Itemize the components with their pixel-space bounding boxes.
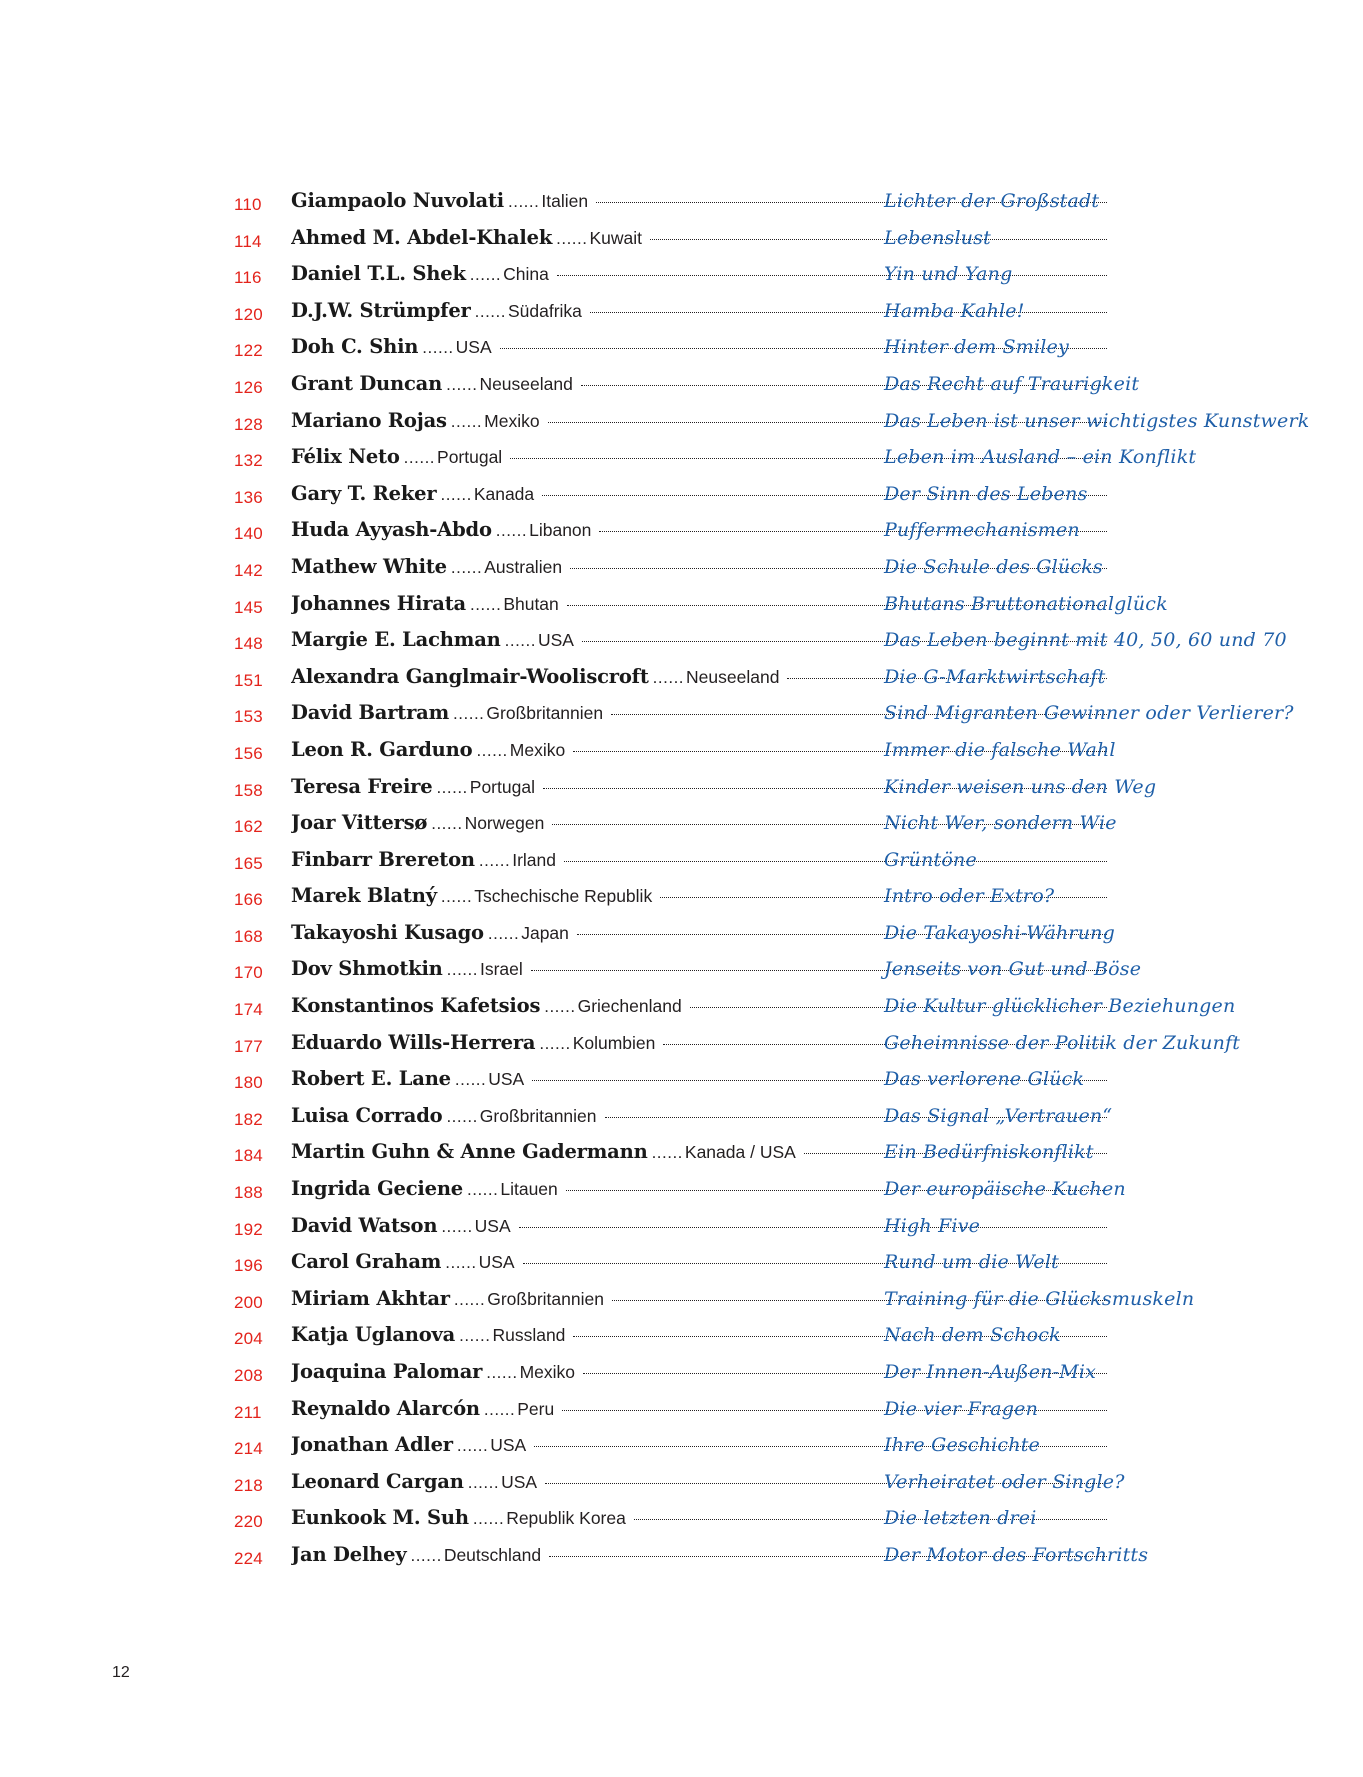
chapter-title: Das Recht auf Traurigkeit bbox=[884, 372, 1140, 395]
chapter-title: Der europäische Kuchen bbox=[884, 1178, 1126, 1201]
toc-page-number: 214 bbox=[234, 1439, 263, 1459]
chapter-title: Die G-Marktwirtschaft bbox=[884, 665, 1106, 688]
chapter-title: Das Leben beginnt mit 40, 50, 60 und 70 bbox=[884, 629, 1287, 652]
dot-separator: ...... bbox=[504, 631, 536, 651]
chapter-title: Lebenslust bbox=[884, 226, 991, 249]
toc-page-number: 126 bbox=[234, 377, 263, 397]
toc-page-number: 140 bbox=[234, 524, 263, 544]
author-name: Daniel T.L. Shek bbox=[291, 262, 466, 286]
toc-row bbox=[234, 1506, 1274, 1543]
author-country: Kanada bbox=[473, 483, 535, 504]
author-name: Luisa Corrado bbox=[291, 1103, 443, 1127]
chapter-title: Training für die Glücksmuskeln bbox=[884, 1287, 1195, 1310]
author-name: Leonard Cargan bbox=[291, 1469, 464, 1493]
toc-author-line bbox=[291, 848, 1111, 871]
toc-row bbox=[234, 1031, 1274, 1068]
toc-row bbox=[234, 738, 1274, 775]
author-country: Italien bbox=[541, 191, 589, 211]
dot-separator: ...... bbox=[446, 1106, 478, 1126]
toc-row bbox=[234, 372, 1274, 409]
toc-page-number: 170 bbox=[234, 963, 263, 983]
author-country: Litauen bbox=[500, 1179, 558, 1200]
chapter-title: Leben im Ausland – ein Konflikt bbox=[884, 446, 1197, 469]
dot-separator: ...... bbox=[495, 521, 528, 541]
dot-separator: ...... bbox=[454, 1070, 487, 1090]
toc-page-number: 211 bbox=[234, 1402, 262, 1422]
chapter-title: Geheimnisse der Politik der Zukunft bbox=[884, 1031, 1241, 1054]
author-name: David Watson bbox=[291, 1213, 438, 1237]
dot-separator: ...... bbox=[446, 960, 478, 980]
toc-row bbox=[234, 592, 1274, 629]
author-country: Libanon bbox=[529, 520, 592, 541]
toc-row bbox=[234, 518, 1274, 555]
author-name: Marek Blatný bbox=[291, 884, 437, 908]
author-country: Russland bbox=[492, 1325, 566, 1346]
toc-row bbox=[234, 262, 1274, 299]
author-country: Griechenland bbox=[577, 996, 682, 1017]
toc-page-number: 208 bbox=[234, 1366, 263, 1385]
dot-separator: ...... bbox=[483, 1399, 516, 1419]
author-name: Katja Uglanova bbox=[291, 1323, 456, 1347]
author-country: Norwegen bbox=[464, 813, 545, 834]
author-country: USA bbox=[474, 1215, 511, 1236]
toc-page-number: 162 bbox=[234, 817, 263, 837]
chapter-title: Puffermechanismen bbox=[884, 519, 1080, 542]
toc-page-number: 110 bbox=[234, 195, 262, 214]
toc-page-number: 180 bbox=[234, 1073, 263, 1093]
author-country: Neuseeland bbox=[479, 373, 573, 394]
toc-row bbox=[234, 665, 1274, 702]
dot-separator: ...... bbox=[456, 1436, 489, 1456]
author-country: Kuwait bbox=[589, 227, 643, 248]
toc-page-number: 132 bbox=[234, 451, 263, 471]
toc-row bbox=[234, 1140, 1274, 1177]
chapter-title: Grüntöne bbox=[884, 848, 977, 871]
author-country: Mexiko bbox=[484, 410, 540, 431]
chapter-title: Die Schule des Glücks bbox=[884, 555, 1103, 578]
toc-row bbox=[234, 775, 1274, 812]
toc-row bbox=[234, 848, 1274, 885]
toc-page-number: 168 bbox=[234, 926, 263, 946]
author-name: Robert E. Lane bbox=[291, 1067, 451, 1091]
author-country: USA bbox=[501, 1471, 538, 1492]
author-country: Australien bbox=[484, 556, 563, 577]
chapter-title: Der Innen-Außen-Mix bbox=[884, 1361, 1097, 1383]
toc-row bbox=[234, 1433, 1274, 1470]
author-country: USA bbox=[537, 630, 574, 651]
dot-separator: ...... bbox=[431, 814, 463, 834]
author-country: Kanada / USA bbox=[684, 1142, 796, 1163]
author-country: Peru bbox=[517, 1398, 555, 1419]
dot-separator: ...... bbox=[486, 1363, 518, 1382]
author-name: Félix Neto bbox=[291, 445, 400, 469]
dot-separator: ...... bbox=[467, 1180, 499, 1200]
dot-separator: ...... bbox=[450, 557, 483, 577]
toc-row bbox=[234, 226, 1274, 263]
toc-row bbox=[234, 811, 1274, 848]
toc-row bbox=[234, 555, 1274, 592]
dot-separator: ...... bbox=[544, 997, 576, 1017]
toc-page-number: 156 bbox=[234, 743, 263, 763]
chapter-title: High Five bbox=[884, 1214, 981, 1237]
toc-row bbox=[234, 994, 1274, 1031]
chapter-title: Immer die falsche Wahl bbox=[884, 738, 1116, 761]
author-country: USA bbox=[455, 337, 492, 358]
toc-page-number: 200 bbox=[234, 1292, 263, 1312]
author-name: Leon R. Garduno bbox=[291, 737, 473, 761]
chapter-title: Ihre Geschichte bbox=[884, 1434, 1040, 1457]
author-name: Ingrida Geciene bbox=[291, 1177, 464, 1201]
dot-separator: ...... bbox=[652, 667, 685, 687]
author-country: Israel bbox=[479, 959, 523, 980]
author-country: Portugal bbox=[469, 776, 535, 797]
author-name: Dov Shmotkin bbox=[291, 957, 443, 981]
author-country: Neuseeland bbox=[686, 666, 780, 687]
toc-page-number: 204 bbox=[234, 1329, 263, 1349]
toc-row bbox=[234, 884, 1274, 921]
author-name: David Bartram bbox=[291, 701, 450, 725]
dot-leader bbox=[650, 239, 1107, 240]
author-country: Mexiko bbox=[519, 1362, 576, 1382]
author-country: Großbritannien bbox=[486, 703, 604, 724]
chapter-title: Das Signal „Vertrauen“ bbox=[884, 1104, 1113, 1127]
author-name: Huda Ayyash-Abdo bbox=[291, 518, 492, 542]
dot-separator: ...... bbox=[556, 228, 588, 248]
author-name: Doh C. Shin bbox=[291, 335, 419, 359]
chapter-title: Intro oder Extro? bbox=[884, 885, 1055, 908]
dot-separator: ...... bbox=[459, 1326, 491, 1346]
dot-separator: ...... bbox=[403, 448, 436, 468]
author-name: Eunkook M. Suh bbox=[291, 1506, 469, 1530]
author-country: China bbox=[503, 264, 549, 285]
toc-row bbox=[234, 445, 1274, 482]
chapter-title: Das verlorene Glück bbox=[884, 1068, 1085, 1091]
toc-row bbox=[234, 921, 1274, 958]
chapter-title: Der Motor des Fortschritts bbox=[884, 1543, 1149, 1566]
dot-separator: ...... bbox=[440, 887, 473, 907]
toc-row bbox=[234, 189, 1274, 226]
dot-separator: ...... bbox=[469, 265, 502, 285]
dot-leader bbox=[519, 1227, 1107, 1228]
author-name: Giampaolo Nuvolati bbox=[291, 189, 505, 212]
author-name: Konstantinos Kafetsios bbox=[291, 994, 541, 1018]
chapter-title: Yin und Yang bbox=[884, 263, 1013, 286]
toc-row bbox=[234, 1177, 1274, 1214]
dot-separator: ...... bbox=[472, 1509, 505, 1529]
chapter-title: Kinder weisen uns den Weg bbox=[884, 775, 1157, 798]
chapter-title: Sind Migranten Gewinner oder Verlierer? bbox=[884, 702, 1294, 725]
chapter-title: Der Sinn des Lebens bbox=[884, 482, 1088, 505]
toc-page-number: 153 bbox=[234, 707, 263, 727]
author-name: Joar Vittersø bbox=[291, 811, 428, 835]
author-country: USA bbox=[490, 1435, 527, 1456]
toc-row bbox=[234, 1470, 1274, 1507]
author-name: Mathew White bbox=[291, 554, 447, 578]
chapter-title: Die letzten drei bbox=[884, 1507, 1037, 1530]
author-country: Großbritannien bbox=[487, 1288, 604, 1309]
toc-row bbox=[234, 335, 1274, 372]
toc-row bbox=[234, 957, 1274, 994]
dot-leader bbox=[564, 861, 1107, 862]
dot-separator: ...... bbox=[487, 923, 520, 943]
toc-page-number: 182 bbox=[234, 1109, 263, 1129]
toc-page-number: 145 bbox=[234, 597, 263, 617]
toc-author-line bbox=[291, 1214, 1111, 1237]
chapter-title: Rund um die Welt bbox=[884, 1251, 1059, 1274]
dot-separator: ...... bbox=[467, 1472, 500, 1492]
dot-separator: ...... bbox=[450, 411, 483, 431]
author-country: Mexiko bbox=[509, 739, 566, 760]
author-name: Carol Graham bbox=[291, 1250, 442, 1274]
toc-page-number: 142 bbox=[234, 560, 263, 580]
dot-separator: ...... bbox=[446, 374, 478, 394]
author-country: Bhutan bbox=[503, 593, 559, 614]
author-country: Portugal bbox=[437, 447, 503, 468]
chapter-title: Die Takayoshi-Währung bbox=[884, 921, 1115, 944]
author-country: Republik Korea bbox=[506, 1508, 626, 1529]
toc-page-number: 122 bbox=[234, 341, 263, 361]
toc-row bbox=[234, 1323, 1274, 1360]
author-name: Jonathan Adler bbox=[291, 1433, 453, 1457]
chapter-title: Bhutans Bruttonationalglück bbox=[884, 592, 1168, 615]
chapter-title: Das Leben ist unser wichtigstes Kunstwerk bbox=[884, 409, 1310, 432]
chapter-title: Die vier Fragen bbox=[884, 1397, 1039, 1420]
toc-page-number: 136 bbox=[234, 487, 263, 507]
toc-row bbox=[234, 1067, 1274, 1104]
author-name: Miriam Akhtar bbox=[291, 1286, 450, 1310]
author-country: USA bbox=[478, 1252, 515, 1273]
author-name: Alexandra Ganglmair-Wooliscroft bbox=[291, 664, 649, 688]
author-name: Finbarr Brereton bbox=[291, 847, 475, 871]
toc-page-number: 220 bbox=[234, 1512, 263, 1532]
author-name: Jan Delhey bbox=[291, 1542, 407, 1566]
chapter-title: Jenseits von Gut und Böse bbox=[884, 958, 1142, 981]
toc-row bbox=[234, 482, 1274, 519]
toc-row bbox=[234, 701, 1294, 738]
chapter-title: Nach dem Schock bbox=[884, 1324, 1061, 1347]
author-name: Teresa Freire bbox=[291, 774, 433, 798]
toc-page-number: 188 bbox=[234, 1183, 263, 1203]
chapter-title: Ein Bedürfniskonflikt bbox=[884, 1141, 1094, 1164]
dot-separator: ...... bbox=[474, 301, 506, 321]
toc-page-number: 158 bbox=[234, 780, 263, 800]
author-country: USA bbox=[488, 1069, 525, 1090]
toc-page-number: 148 bbox=[234, 634, 263, 654]
chapter-title: Verheiratet oder Single? bbox=[884, 1470, 1125, 1493]
author-country: Südafrika bbox=[507, 300, 582, 321]
dot-separator: ...... bbox=[436, 777, 468, 797]
dot-separator: ...... bbox=[441, 1216, 473, 1236]
author-name: Takayoshi Kusago bbox=[291, 920, 484, 944]
toc-page-number: 128 bbox=[234, 414, 263, 434]
chapter-title: Die Kultur glücklicher Beziehungen bbox=[884, 995, 1236, 1018]
toc-page-number: 174 bbox=[234, 1000, 263, 1020]
toc-page-number: 177 bbox=[234, 1036, 263, 1056]
dot-leader bbox=[557, 275, 1107, 276]
dot-separator: ...... bbox=[453, 1289, 486, 1309]
toc-page-number: 184 bbox=[234, 1146, 263, 1166]
table-of-contents bbox=[234, 189, 1310, 1580]
toc-page-number: 151 bbox=[234, 670, 263, 690]
author-name: Reynaldo Alarcón bbox=[291, 1396, 480, 1420]
author-name: Johannes Hirata bbox=[291, 591, 466, 615]
chapter-title: Lichter der Großstadt bbox=[884, 190, 1100, 212]
dot-separator: ...... bbox=[453, 704, 485, 724]
dot-separator: ...... bbox=[410, 1545, 442, 1565]
toc-row bbox=[234, 1543, 1274, 1580]
page-number: 12 bbox=[112, 1664, 130, 1681]
dot-separator: ...... bbox=[440, 484, 472, 504]
chapter-title: Hamba Kahle! bbox=[884, 299, 1025, 322]
toc-row bbox=[234, 628, 1287, 665]
author-name: D.J.W. Strümpfer bbox=[291, 298, 471, 322]
chapter-title: Hinter dem Smiley bbox=[884, 336, 1069, 359]
author-country: Tschechische Republik bbox=[474, 886, 653, 907]
dot-separator: ...... bbox=[445, 1253, 477, 1273]
author-country: Kolumbien bbox=[572, 1032, 656, 1053]
dot-separator: ...... bbox=[539, 1033, 571, 1053]
dot-separator: ...... bbox=[476, 740, 508, 760]
author-name: Eduardo Wills-Herrera bbox=[291, 1030, 536, 1054]
dot-leader bbox=[590, 312, 1107, 313]
author-name: Mariano Rojas bbox=[291, 408, 447, 432]
dot-separator: ...... bbox=[508, 192, 540, 211]
author-name: Gary T. Reker bbox=[291, 481, 437, 505]
toc-page-number: 218 bbox=[234, 1475, 263, 1495]
author-name: Ahmed M. Abdel-Khalek bbox=[291, 225, 553, 249]
chapter-title: Nicht Wer, sondern Wie bbox=[884, 812, 1117, 835]
toc-page-number: 224 bbox=[234, 1548, 263, 1568]
dot-separator: ...... bbox=[651, 1143, 683, 1163]
author-country: Großbritannien bbox=[479, 1105, 597, 1126]
dot-separator: ...... bbox=[469, 594, 502, 614]
toc-row bbox=[234, 1104, 1274, 1141]
author-country: Irland bbox=[512, 849, 556, 870]
toc-page-number: 114 bbox=[234, 231, 262, 251]
toc-row bbox=[234, 408, 1310, 446]
toc-page-number: 196 bbox=[234, 1256, 263, 1276]
author-country: Japan bbox=[521, 922, 569, 943]
author-country: Deutschland bbox=[443, 1544, 542, 1565]
toc-page-number: 192 bbox=[234, 1219, 263, 1239]
toc-row bbox=[234, 1214, 1274, 1251]
toc-page-number: 116 bbox=[234, 268, 262, 288]
toc-row bbox=[234, 1250, 1274, 1287]
author-name: Grant Duncan bbox=[291, 371, 443, 395]
toc-row bbox=[234, 1397, 1274, 1434]
toc-page-number: 120 bbox=[234, 304, 263, 324]
toc-page-number: 166 bbox=[234, 890, 263, 910]
toc-row bbox=[234, 1287, 1274, 1324]
dot-separator: ...... bbox=[422, 338, 454, 358]
author-name: Margie E. Lachman bbox=[291, 628, 501, 652]
dot-separator: ...... bbox=[478, 850, 511, 870]
toc-row bbox=[234, 299, 1274, 336]
author-name: Martin Guhn & Anne Gadermann bbox=[291, 1140, 648, 1164]
toc-page-number: 165 bbox=[234, 853, 263, 873]
toc-row bbox=[234, 1360, 1274, 1397]
author-name: Joaquina Palomar bbox=[291, 1360, 483, 1383]
